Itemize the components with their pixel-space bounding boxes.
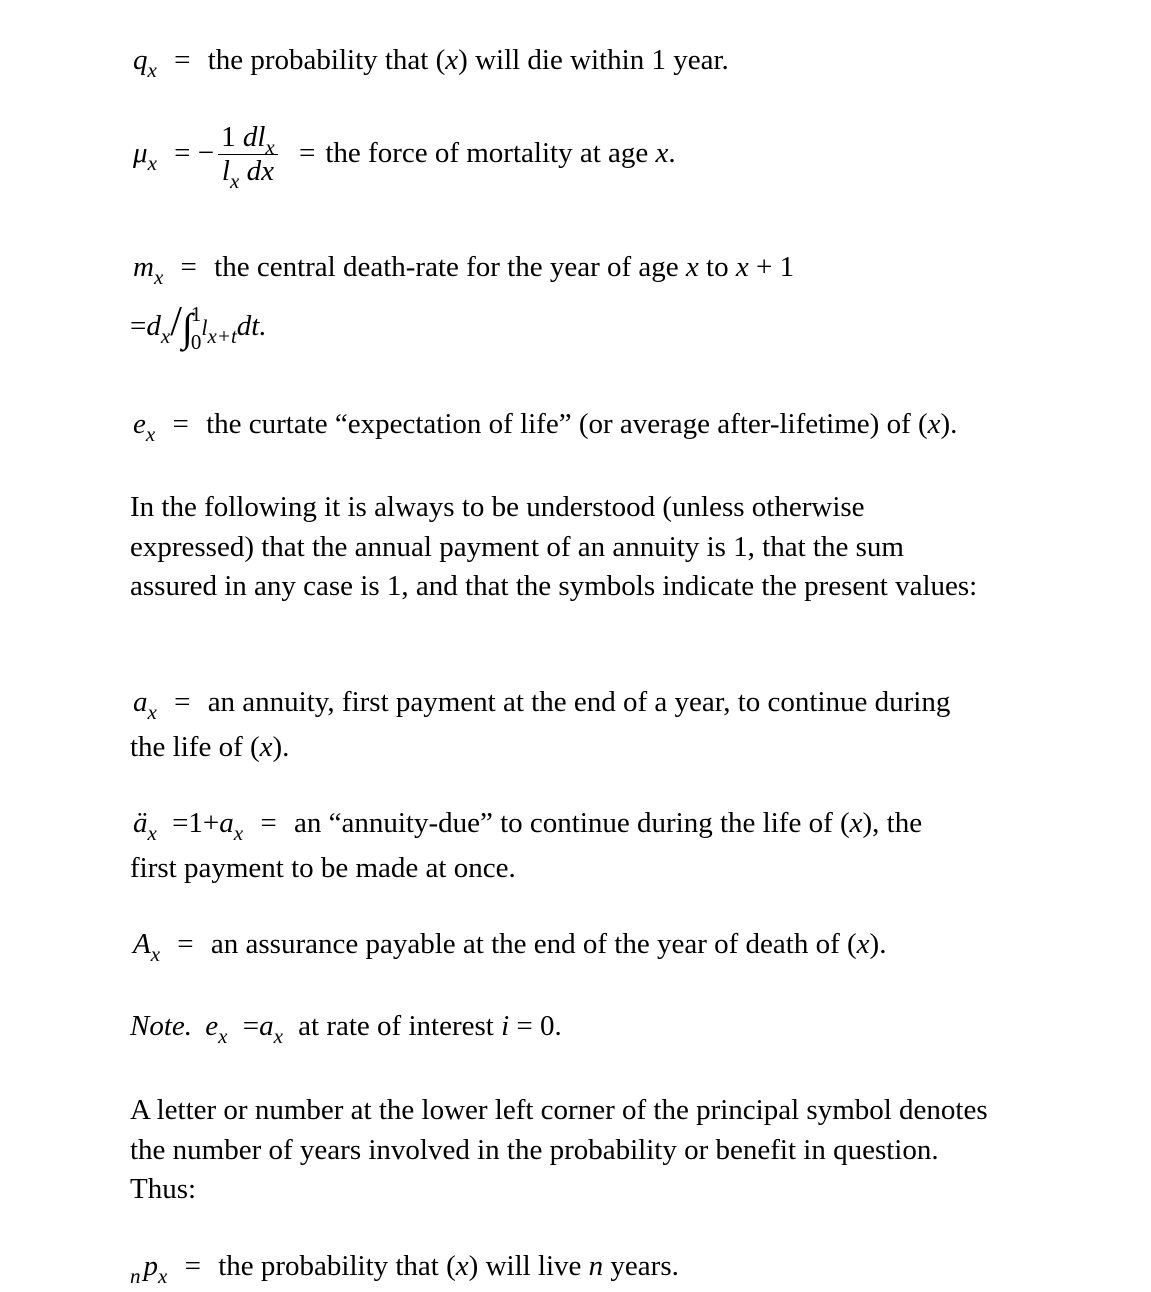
subscript: x (160, 324, 171, 348)
upper-limit: 1 (190, 302, 202, 327)
subscript: x (147, 58, 157, 82)
symbol: p (143, 1250, 158, 1282)
equals: = (130, 310, 147, 342)
var: x (927, 408, 941, 440)
subscript: x (233, 821, 244, 845)
text: an annuity, first payment at the end of a year, to continue during (207, 686, 951, 718)
fraction (218, 121, 278, 193)
text: the probability that ( (207, 44, 446, 76)
equals: = (172, 408, 189, 440)
def-mux (133, 121, 676, 193)
mx-formula (130, 298, 267, 355)
text: an “annuity-due” to continue during the life of ( (293, 807, 850, 839)
text: . (668, 137, 676, 170)
text: ). (272, 731, 290, 763)
symbol: q (133, 44, 148, 76)
note-line (130, 1006, 562, 1048)
var: x (445, 44, 459, 76)
symbol: e (133, 408, 146, 440)
symbol: m (133, 251, 154, 283)
text: ) will live (468, 1250, 589, 1282)
equals: = (174, 686, 191, 718)
integral-sign: ∫ (181, 305, 193, 350)
subscript: x (153, 265, 164, 289)
subscript: x (147, 821, 157, 845)
def-addotx (133, 803, 922, 845)
var: x (259, 731, 273, 763)
letter-paragraph: A letter or number at the lower left corner of the principal symbol denotes the number of years involved in the probability or benefit in question. Thus: (130, 1094, 988, 1205)
denominator: $l_x$ dx (221, 155, 274, 193)
text: the force of mortality at age (325, 137, 656, 170)
def-Ax (133, 924, 886, 966)
text: the central death-rate for the year of age (214, 251, 686, 283)
equals: = (177, 928, 194, 960)
equals: = (174, 44, 191, 76)
text: the probability that ( (218, 1250, 456, 1282)
text: the curtate “expectation of life” (or average after-lifetime) of ( (206, 408, 928, 440)
text: at rate of interest (298, 1010, 502, 1042)
equals: = (260, 807, 277, 839)
equals: = − (174, 137, 215, 170)
text: an assurance payable at the end of the year of death of ( (210, 928, 857, 960)
symbol: ä (133, 807, 148, 839)
equals: =1+ (172, 807, 220, 839)
equals: = (180, 251, 197, 283)
text: to (698, 251, 736, 283)
def-npx (130, 1246, 679, 1288)
numerator: 1 $dl_x$ (218, 122, 278, 155)
subscript: x (145, 422, 156, 446)
symbol: a (259, 1010, 274, 1042)
text: ), the (862, 807, 923, 839)
subscript: x (273, 1024, 283, 1048)
intro-paragraph: In the following it is always to be understood (unless otherwise expressed) that the annual payment of an annuity is 1, that the sum assured in any case is 1, and that the symbols indicate the present values: (130, 491, 978, 602)
def-qx (133, 40, 729, 82)
symbol: μ (133, 137, 148, 170)
var: x (735, 251, 749, 283)
prefix-subscript: n (130, 1264, 141, 1288)
symbol: a (133, 686, 148, 718)
text: ). (869, 928, 887, 960)
text: ) will die within 1 year. (458, 44, 729, 76)
subscript: x (147, 151, 157, 176)
text: ). (940, 408, 958, 440)
lower-limit: 0 (190, 330, 202, 355)
subscript: x+t (207, 324, 237, 348)
subscript: x (158, 1264, 168, 1288)
var: n (588, 1250, 604, 1282)
subscript: x (150, 942, 161, 966)
var: x (856, 928, 870, 960)
def-mx (133, 247, 794, 289)
d: d (146, 310, 161, 342)
text: + 1 (748, 251, 795, 283)
def-ax (133, 682, 950, 724)
def-addotx-cont: first payment to be made at once. (130, 852, 516, 884)
equals: = (184, 1250, 201, 1282)
var: x (655, 137, 669, 170)
note-label: Note. (130, 1010, 193, 1042)
equals: = (242, 1010, 260, 1042)
var: x (849, 807, 863, 839)
slash: / (170, 299, 182, 345)
text: = 0. (509, 1010, 562, 1042)
subscript: x (218, 1024, 228, 1048)
def-ax-cont (130, 727, 289, 767)
var: x (685, 251, 699, 283)
text: years. (603, 1250, 679, 1282)
symbol: e (205, 1010, 219, 1042)
var: i (501, 1010, 510, 1042)
equals: = (299, 137, 316, 170)
symbol: a (219, 807, 234, 839)
subscript: x (147, 700, 157, 724)
def-ex (133, 404, 957, 446)
l: l (201, 315, 208, 340)
dt: dt. (236, 310, 267, 342)
var: x (455, 1250, 469, 1282)
symbol: A (133, 928, 151, 960)
text: the life of ( (130, 731, 260, 763)
